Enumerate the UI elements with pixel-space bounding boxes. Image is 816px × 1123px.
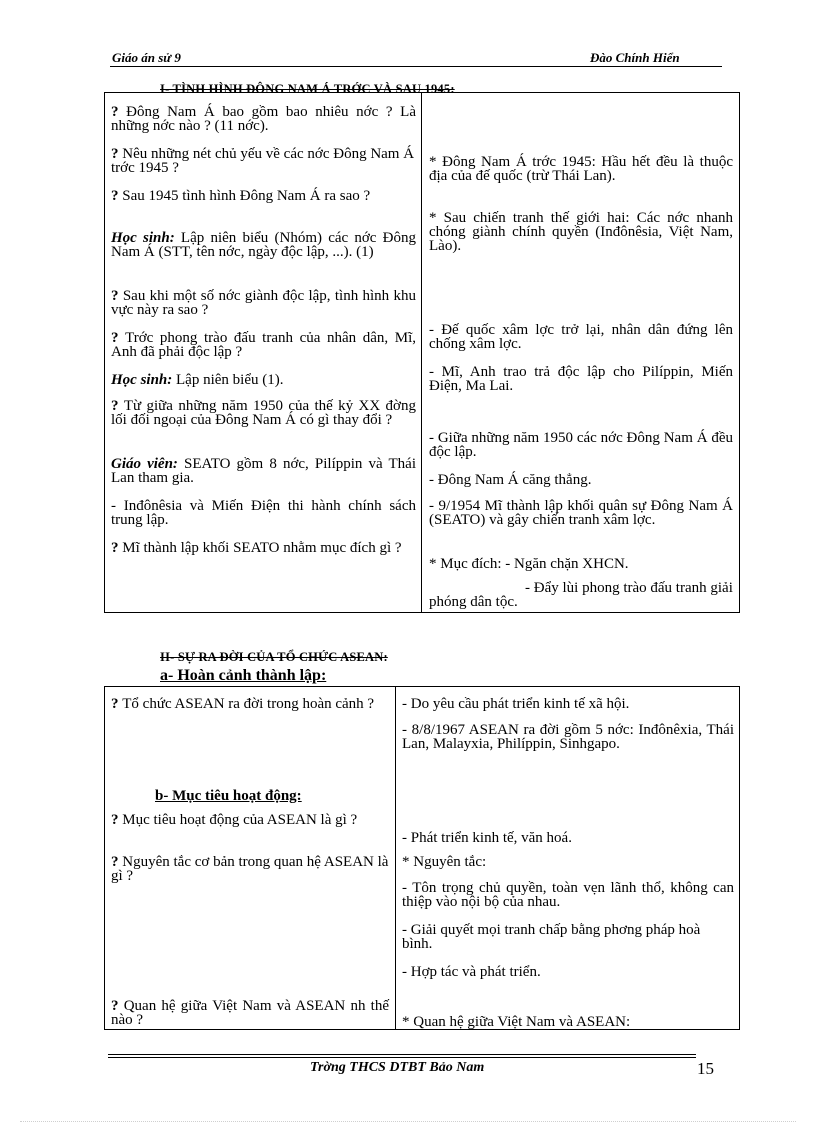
s2-right-5: - Tôn trọng chủ quyền, toàn vẹn lãnh thổ, không can thiệp vào nội bộ của nhau.: [402, 880, 734, 910]
s2-right-3: - Phát triển kinh tế, văn hoá.: [402, 830, 572, 846]
s1-right-5: - Giữa những năm 1950 các nớc Đông Nam Á đều độc lập.: [429, 430, 733, 460]
s1-left-8: ? Từ giữa những năm 1950 của thế kỷ XX đờng lối đối ngoại của Đông Nam Á có gì thay đổi ?: [111, 398, 416, 428]
page-number: 15: [697, 1059, 714, 1078]
header-rule: [110, 66, 722, 67]
s2-left-3: ? Nguyên tắc cơ bản trong quan hệ ASEAN là gì ?: [111, 854, 389, 884]
s1-left-1: ? Đông Nam Á bao gồm bao nhiêu nớc ? Là những nớc nào ? (11 nớc).: [111, 104, 417, 134]
s1-left-4: Học sinh: Lập niên biểu (Nhóm) các nớc Đông Nam Á (STT, tên nớc, ngày độc lập, ...). (1): [111, 230, 416, 260]
section1-column-divider: [421, 93, 422, 612]
section2-table: [104, 686, 740, 1030]
s1-right-4: - Mĩ, Anh trao trả độc lập cho Pilíppin, Miến Điện, Ma Lai.: [429, 364, 733, 394]
s2-right-8: * Quan hệ giữa Việt Nam và ASEAN:: [402, 1014, 631, 1030]
section2-column-divider: [395, 687, 396, 1029]
s2-right-1: - Do yêu cầu phát triển kinh tế xã hội.: [402, 696, 630, 712]
footer-school: Trờng THCS DTBT Bảo Nam: [310, 1060, 485, 1075]
s2-left-4: ? Quan hệ giữa Việt Nam và ASEAN nh thế nào ?: [111, 998, 389, 1028]
s1-right-1: * Đông Nam Á trớc 1945: Hầu hết đều là thuộc địa của đế quốc (trừ Thái Lan).: [429, 154, 733, 184]
s2-left-2: ? Mục tiêu hoạt động của ASEAN là gì ?: [111, 812, 358, 828]
s1-right-6: - Đông Nam Á căng thẳng.: [429, 472, 592, 488]
s1-left-5: ? Sau khi một số nớc giành độc lập, tình hình khu vực này ra sao ?: [111, 288, 417, 318]
page-edge-dots: [20, 1121, 796, 1122]
footer-rule-bottom: [108, 1057, 696, 1058]
section2-title: II- SỰ RA ĐỜI CỦA TỔ CHỨC ASEAN:: [160, 650, 388, 664]
s2-right-4: * Nguyên tắc:: [402, 854, 487, 870]
s1-right-2: * Sau chiến tranh thế giới hai: Các nớc nhanh chóng giành chính quyền (Inđônêsia, Việt Nam, Lào).: [429, 210, 733, 254]
s2-right-7: - Hợp tác và phát triển.: [402, 964, 541, 980]
s1-left-2: ? Nêu những nét chủ yếu về các nớc Đông Nam Á trớc 1945 ?: [111, 146, 415, 176]
s2-right-2: - 8/8/1967 ASEAN ra đời gồm 5 nớc: Inđônêxia, Thái Lan, Malayxia, Philíppin, Sinhgapo.: [402, 722, 734, 752]
s1-right-8: * Mục đích: - Ngăn chặn XHCN.: [429, 556, 629, 572]
section2-subtitle-a: a- Hoàn cảnh thành lập:: [160, 667, 327, 684]
s1-left-7: Học sinh: Lập niên biểu (1).: [111, 372, 284, 388]
footer-rule-top: [108, 1054, 696, 1055]
s1-right-7: - 9/1954 Mĩ thành lập khối quân sự Đông Nam Á (SEATO) và gây chiến tranh xâm lợc.: [429, 498, 733, 528]
header-left: Giáo án sử 9: [112, 50, 181, 65]
header-right: Đào Chính Hiển: [590, 50, 680, 65]
section1-title: I- TÌNH HÌNH ĐÔNG NAM Á TRỚC VÀ SAU 1945:: [160, 82, 455, 96]
s1-right-3: - Đế quốc xâm lợc trở lại, nhân dân đứng lên chống xâm lợc.: [429, 322, 733, 352]
section2-subtitle-b: b- Mục tiêu hoạt động:: [155, 788, 302, 804]
s1-left-10: - Inđônêsia và Miến Điện thi hành chính sách trung lập.: [111, 498, 416, 528]
s1-left-9: Giáo viên: SEATO gồm 8 nớc, Pilíppin và Thái Lan tham gia.: [111, 456, 416, 486]
s1-left-11: ? Mĩ thành lập khối SEATO nhằm mục đích gì ?: [111, 540, 402, 556]
s1-right-9: - Đẩy lùi phong trào đấu tranh giải phóng dân tộc.: [429, 580, 733, 610]
s2-left-1: ? Tổ chức ASEAN ra đời trong hoàn cảnh ?: [111, 696, 375, 712]
s1-left-3: ? Sau 1945 tình hình Đông Nam Á ra sao ?: [111, 188, 371, 204]
s2-right-6: - Giải quyết mọi tranh chấp bằng phơng pháp hoà bình.: [402, 922, 701, 952]
section1-table: [104, 92, 740, 613]
s1-left-6: ? Trớc phong trào đấu tranh của nhân dân, Mĩ, Anh đã phải độc lập ?: [111, 330, 416, 360]
